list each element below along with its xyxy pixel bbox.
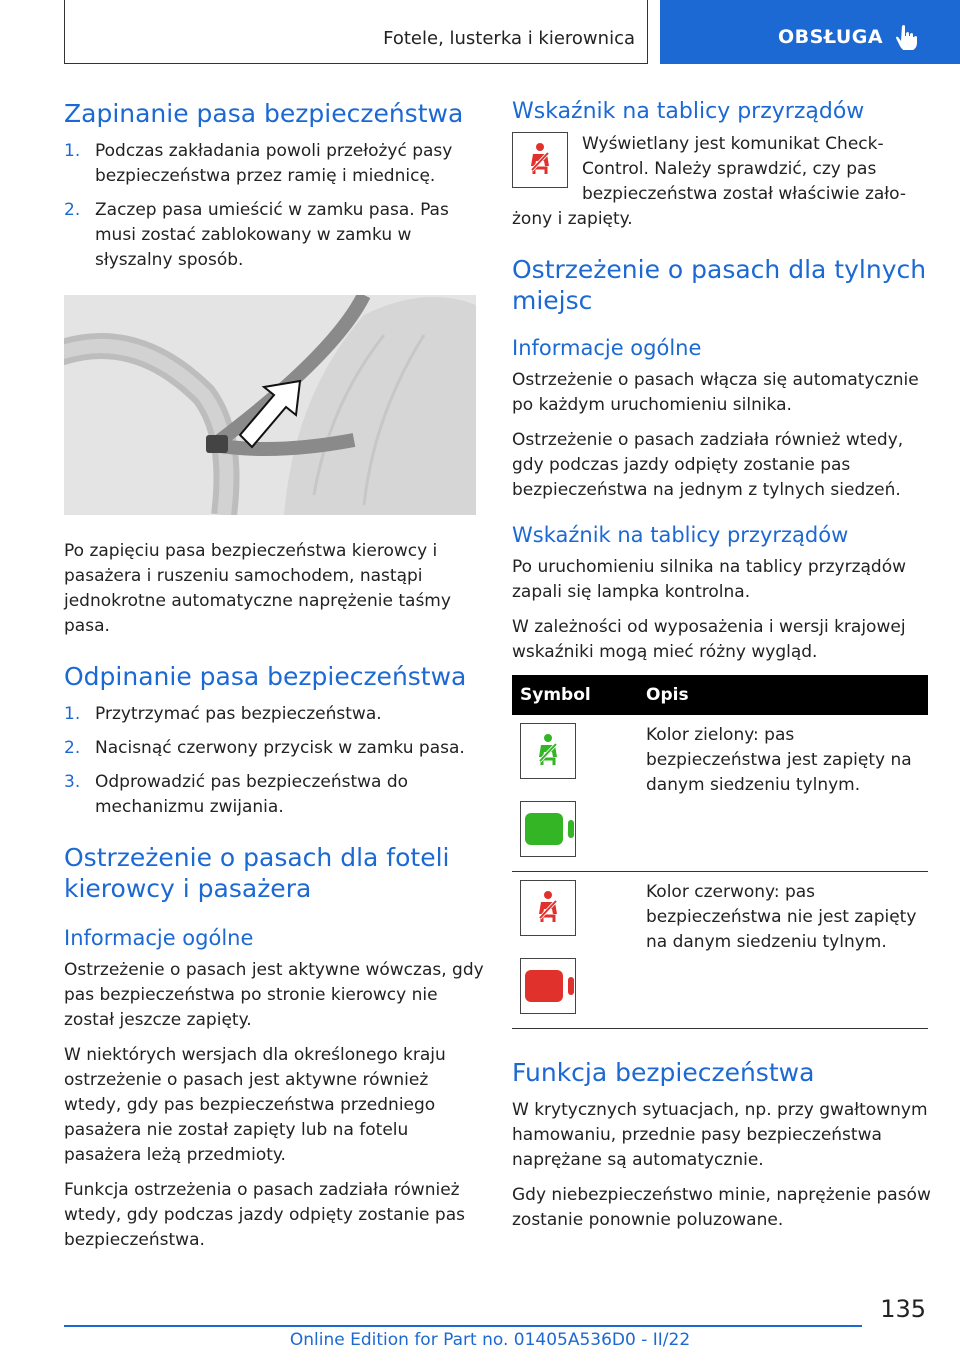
- after-photo-text: Po zapięciu pasa bezpieczeństwa kierowcy i pasażera i ruszeniu samochodem, nastąpi jednokrotne automatyczne naprężenie taśmy pasa.: [64, 541, 451, 636]
- row-description: Kolor zielony: pas bezpieczeństwa jest zapięty na danym siedzeniu tylnym.: [638, 715, 928, 872]
- symbol-table: [512, 675, 928, 1029]
- table-row: [512, 715, 928, 872]
- red-indicator-lamp-icon: [520, 958, 576, 1014]
- function-heading: Funkcja bezpieczeństwa: [512, 1058, 815, 1087]
- col-description: Opis: [638, 675, 928, 715]
- indicator2-heading: Wskaźnik na tablicy przyrządów: [512, 523, 849, 547]
- footer-divider: [64, 1325, 862, 1327]
- paragraph: W niektórych wersjach dla określonego kraju ostrzeżenie o pasach jest aktywne również wtedy, gdy pas bezpieczeństwa przedniego pasażera nie został zapięty lub na fotelu pasażera leżą przedmioty.: [64, 1045, 446, 1165]
- indicator-text: Wyświetlany jest komunikat Check-Control. Należy sprawdzić, czy pas bezpieczeństwa został właściwie zało-: [582, 134, 906, 204]
- chapter-label: OBSŁUGA: [778, 26, 884, 48]
- right-column: [512, 98, 932, 1243]
- seatbelt-red-icon: [520, 880, 576, 936]
- col-symbol: Symbol: [512, 675, 638, 715]
- general-info-heading: Informacje ogólne: [512, 336, 702, 360]
- paragraph: W krytycznych sytuacjach, np. przy gwałtownym hamowaniu, przednie pasy bezpieczeństwa naprężane są automatycznie.: [512, 1100, 928, 1170]
- left-column: [64, 98, 484, 1263]
- indicator-heading: Wskaźnik na tablicy przyrządów: [512, 99, 865, 124]
- general-info-heading: Informacje ogólne: [64, 926, 254, 950]
- green-indicator-lamp-icon: [520, 801, 576, 857]
- chapter-tab: [660, 0, 960, 64]
- seatbelt-warning-icon: [512, 132, 568, 188]
- front-warning-heading: Ostrzeżenie o pasach dla foteli kierowcy i pasażera: [64, 843, 450, 903]
- indicator-text-continued: żony i zapięty.: [512, 209, 633, 229]
- fasten-steps: [64, 139, 484, 273]
- paragraph: Funkcja ostrzeżenia o pasach zadziała również wtedy, gdy podczas jazdy odpięty zostanie pas bezpieczeństwa.: [64, 1180, 465, 1250]
- edition-footer: Online Edition for Part no. 01405A536D0 - II/22: [289, 1330, 691, 1350]
- list-item: 2. Nacisnąć czerwony przycisk w zamku pasa.: [64, 738, 465, 758]
- indicator-intro: [512, 132, 932, 207]
- paragraph: Po uruchomieniu silnika na tablicy przyrządów zapali się lampka kontrolna.: [512, 557, 907, 602]
- unfasten-steps: [64, 702, 484, 820]
- rear-warning-heading: Ostrzeżenie o pasach dla tylnych miejsc: [512, 255, 927, 315]
- hand-pointer-icon: [896, 24, 918, 54]
- header-section-box: [64, 0, 648, 64]
- table-row: [512, 872, 928, 1029]
- list-item: 1. Przytrzymać pas bezpieczeństwa.: [64, 704, 382, 724]
- seatbelt-buckle-photo: [64, 295, 476, 515]
- page-number: 135: [880, 1295, 926, 1323]
- paragraph: Gdy niebezpieczeństwo minie, naprężenie pasów zostanie ponownie poluzowane.: [512, 1185, 931, 1230]
- unfasten-heading: Odpinanie pasa bezpieczeństwa: [64, 662, 467, 691]
- paragraph: Ostrzeżenie o pasach jest aktywne wówczas, gdy pas bezpieczeństwa po stronie kierowcy nie został jeszcze zapięty.: [64, 960, 484, 1030]
- seatbelt-green-icon: [520, 723, 576, 779]
- list-item: 3. Odprowadzić pas bezpieczeństwa do mechanizmu zwijania.: [64, 772, 409, 817]
- list-item: 1. Podczas zakładania powoli przełożyć pasy bezpieczeństwa przez ramię i miednicę.: [64, 141, 453, 186]
- paragraph: Ostrzeżenie o pasach włącza się automatycznie po każdym uruchomieniu silnika.: [512, 370, 919, 415]
- paragraph: Ostrzeżenie o pasach zadziała również wtedy, gdy podczas jazdy odpięty zostanie pas bezpieczeństwa na jednym z tylnych siedzeń.: [512, 430, 904, 500]
- list-item: 2. Zaczep pasa umieścić w zamku pasa. Pas musi zostać zablokowany w zamku w słyszalny sposób.: [64, 200, 449, 270]
- paragraph: W zależności od wyposażenia i wersji krajowej wskaźniki mogą mieć różny wygląd.: [512, 617, 906, 662]
- fasten-heading: Zapinanie pasa bezpieczeństwa: [64, 99, 464, 128]
- section-title: Fotele, lusterka i kierownica: [383, 28, 635, 49]
- row-description: Kolor czerwony: pas bezpieczeństwa nie jest zapięty na danym siedzeniu tylnym.: [638, 872, 928, 1029]
